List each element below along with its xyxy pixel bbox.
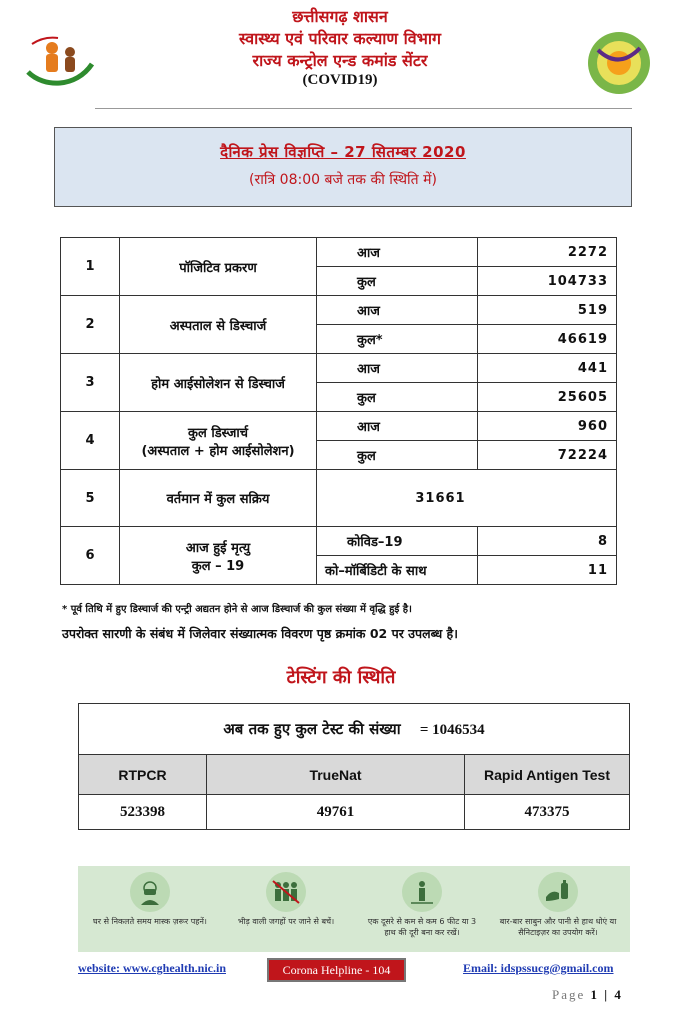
tip-mask <box>90 872 210 927</box>
tip-text: घर से निकलते समय मास्क ज़रूर पहनें। <box>93 917 207 926</box>
header-line-1: छत्तीसगढ़ शासन <box>292 7 388 26</box>
sub-label: कोविड–19 <box>317 527 478 556</box>
testing-table <box>78 703 630 830</box>
row-label: आज हुई मृत्यु <box>185 540 251 556</box>
column-header: RTPCR <box>79 755 207 795</box>
press-release-box <box>54 127 632 207</box>
table-row <box>61 527 617 556</box>
idsp-logo-icon <box>586 30 652 96</box>
row-label-secondary: (अस्पताल + होम आईसोलेशन) <box>141 443 295 459</box>
district-note: उपरोक्त सारणी के संबंध में जिलेवार संख्यात्मक विवरण पृष्ठ क्रमांक 02 पर उपलब्ध है। <box>62 626 458 641</box>
row-label: पॉजिटिव प्रकरण <box>120 238 317 296</box>
sub-label: कुल <box>317 441 478 470</box>
crowd-icon <box>266 872 306 912</box>
total-tests-value: = 1046534 <box>419 722 485 738</box>
distance-icon <box>402 872 442 912</box>
header-divider <box>95 108 632 109</box>
page-label: Page <box>552 987 586 1002</box>
sub-value: 104733 <box>478 267 617 296</box>
sub-value: 46619 <box>478 325 617 354</box>
row-label-cell <box>120 527 317 585</box>
tip-crowd <box>226 872 346 927</box>
page-value: 1 | 4 <box>590 987 623 1002</box>
header-line-2: स्वास्थ्य एवं परिवार कल्याण विभाग <box>238 29 442 48</box>
tip-text: भीड़ वाली जगहों पर जाने से बचें। <box>237 917 335 926</box>
safety-banner <box>78 866 630 952</box>
table-row <box>61 412 617 441</box>
tip-distance <box>362 872 482 938</box>
sub-label: को–मॉर्बिडिटी के साथ <box>317 556 478 585</box>
email-link[interactable]: Email: idspssucg@gmail.com <box>463 961 614 975</box>
sub-label: आज <box>317 238 478 267</box>
table-row <box>61 238 617 267</box>
row-label: वर्तमान में कुल सक्रिय <box>120 470 317 527</box>
document-header <box>130 6 550 89</box>
sub-value: 25605 <box>478 383 617 412</box>
column-header: Rapid Antigen Test <box>465 755 630 795</box>
row-number: 3 <box>61 354 120 412</box>
health-department-logo-icon <box>24 34 96 90</box>
row-label: अस्पताल से डिस्चार्ज <box>120 296 317 354</box>
row-number: 6 <box>61 527 120 585</box>
covid-stats-table <box>60 237 617 585</box>
row-number: 2 <box>61 296 120 354</box>
sub-value: 960 <box>478 412 617 441</box>
press-title: दैनिक प्रेस विज्ञप्ति – 27 सितम्बर 2020 <box>220 143 466 161</box>
table-row <box>61 296 617 325</box>
sub-value: 519 <box>478 296 617 325</box>
column-header: TrueNat <box>207 755 465 795</box>
table-row <box>79 795 630 830</box>
row-number: 5 <box>61 470 120 527</box>
website-link[interactable]: website: www.cghealth.nic.in <box>78 961 226 975</box>
handwash-icon <box>538 872 578 912</box>
truenat-value: 49761 <box>207 795 465 830</box>
sub-value: 441 <box>478 354 617 383</box>
rtpcr-value: 523398 <box>79 795 207 830</box>
total-tests-label: अब तक हुए कुल टेस्ट की संख्या <box>223 720 401 738</box>
row-number: 1 <box>61 238 120 296</box>
header-line-3: राज्य कन्ट्रोल एन्ड कमांड सेंटर <box>252 51 428 70</box>
row-label-cell <box>120 412 317 470</box>
active-cases-value: 31661 <box>317 470 617 527</box>
press-subtitle: (रात्रि 08:00 बजे तक की स्थिति में) <box>249 172 437 188</box>
testing-heading: टेस्टिंग की स्थिति <box>286 667 396 688</box>
row-label-secondary: कुल – 19 <box>191 558 245 574</box>
row-label: होम आईसोलेशन से डिस्चार्ज <box>120 354 317 412</box>
sub-value: 2272 <box>478 238 617 267</box>
table-row <box>61 470 617 527</box>
sub-value: 72224 <box>478 441 617 470</box>
sub-value: 11 <box>478 556 617 585</box>
total-tests-cell <box>79 704 630 755</box>
helpline-badge: Corona Helpline - 104 <box>267 958 406 982</box>
table-row <box>79 704 630 755</box>
sub-label: आज <box>317 354 478 383</box>
header-line-4: (COVID19) <box>302 72 378 88</box>
table-row <box>79 755 630 795</box>
footnote: * पूर्व तिथि में हुए डिस्चार्ज की एन्ट्री अद्यतन होने से आज डिस्चार्ज की कुल संख्या में वृद्धि हुई है। <box>62 604 412 615</box>
mask-icon <box>130 872 170 912</box>
sub-value: 8 <box>478 527 617 556</box>
row-number: 4 <box>61 412 120 470</box>
sub-label: आज <box>317 296 478 325</box>
table-row <box>61 354 617 383</box>
sub-label: कुल <box>317 267 478 296</box>
tip-text: एक दूसरे से कम से कम 6 फीट या 3 हाथ की दूरी बना कर रखें। <box>367 917 477 937</box>
sub-label: कुल* <box>317 325 478 354</box>
sub-label: आज <box>317 412 478 441</box>
rapid-antigen-value: 473375 <box>465 795 630 830</box>
sub-label: कुल <box>317 383 478 412</box>
tip-text: बार-बार साबुन और पानी से हाथ धोएं या सैनिटाइज़र का उपयोग करें। <box>499 917 617 937</box>
page-number <box>552 987 623 1003</box>
tip-handwash <box>498 872 618 938</box>
row-label: कुल डिस्जार्च <box>188 425 248 441</box>
